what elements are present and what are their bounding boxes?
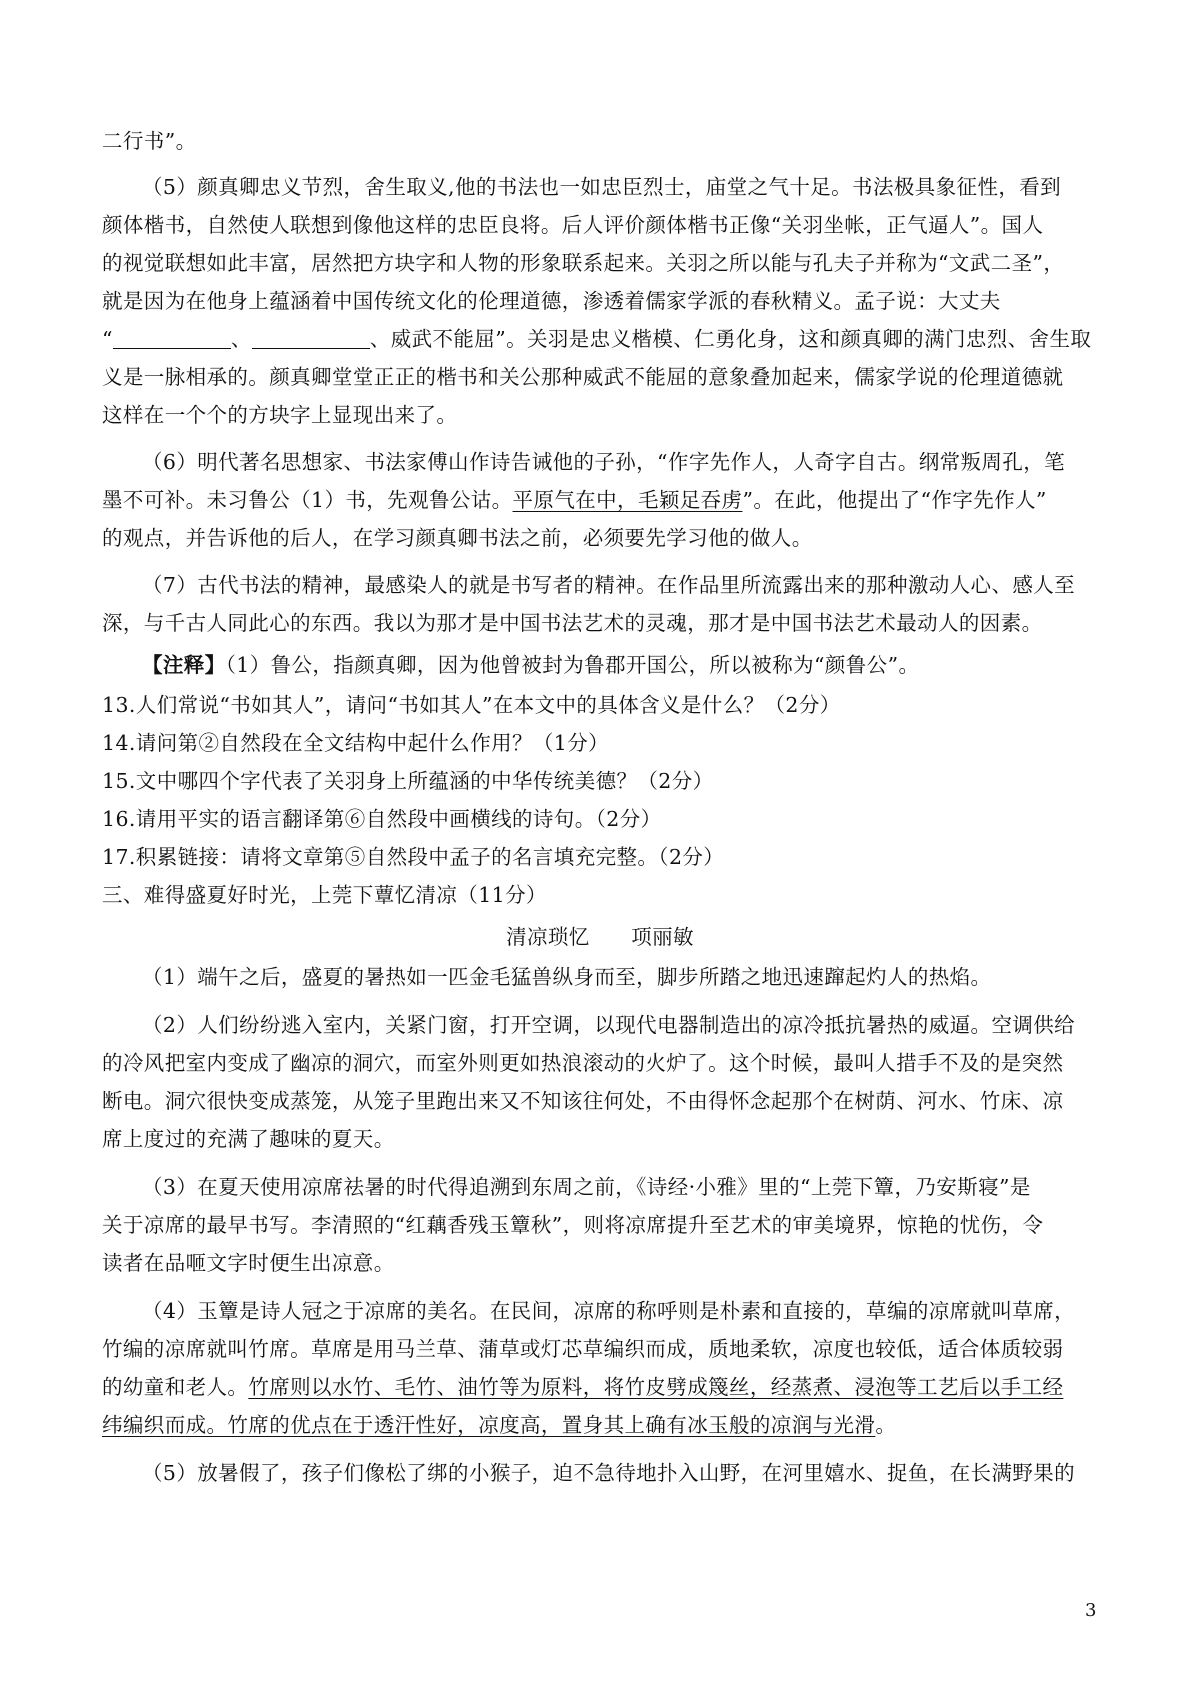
paragraph-line: 关于凉席的最早书写。李清照的“红藕香残玉簟秋”，则将凉席提升至艺术的审美境界，惊艳的忧伤，令: [102, 1213, 1044, 1237]
footnote: 【注释】（1）鲁公，指颜真卿，因为他曾被封为鲁郡开国公，所以被称为“颜鲁公”。: [142, 653, 920, 677]
paragraph-line: （3）在夏天使用凉席祛暑的时代得追溯到东周之前，《诗经·小雅》里的“上莞下簟，乃安斯寝”是: [142, 1175, 1031, 1199]
paragraph-line: （1）端午之后，盛夏的暑热如一匹金毛猛兽纵身而至，脚步所踏之地迅速蹿起灼人的热焰。: [142, 965, 992, 989]
paragraph-line: （5）放暑假了，孩子们像松了绑的小猴子，迫不急待地扑入山野，在河里嬉水、捉鱼，在长满野果的: [142, 1461, 1076, 1485]
paragraph-line: 深，与千古人同此心的东西。我以为那才是中国书法艺术的灵魂，那才是中国书法艺术最动人的因素。: [102, 611, 1043, 635]
paragraph-line: 二行书”。: [102, 129, 197, 153]
paragraph-line: （4）玉簟是诗人冠之于凉席的美名。在民间，凉席的称呼则是朴素和直接的，草编的凉席就叫草席，: [142, 1299, 1076, 1323]
paragraph-line: （7）古代书法的精神，最感染人的就是书写者的精神。在作品里所流露出来的那种激动人心、感人至: [142, 573, 1076, 597]
footnote-label: 【注释】: [142, 653, 226, 677]
underlined-sentence: 纬编织而成。竹席的优点在于透汗性好，凉度高，置身其上确有冰玉般的凉润与光滑: [102, 1413, 876, 1437]
question-16: 16.请用平实的语言翻译第⑥自然段中画横线的诗句。（2分）: [102, 807, 662, 831]
page-number: 3: [1085, 1600, 1097, 1621]
paragraph-line: 这样在一个个的方块字上显现出来了。: [102, 403, 458, 427]
section-heading: 三、难得盛夏好时光，上莞下蕈忆清凉（11分）: [102, 883, 547, 907]
paragraph-line: 读者在品咂文字时便生出凉意。: [102, 1251, 395, 1275]
fill-in-line: “ 、 、威武不能屈”。关羽是忠义楷模、仁勇化身，这和颜真卿的满门忠烈、舍生取: [102, 327, 1092, 351]
underlined-verse: 平原气在中，毛颖足吞虏: [512, 488, 743, 512]
paragraph-line: 的冷风把室内变成了幽凉的洞穴，而室外则更如热浪滚动的火炉了。这个时候，最叫人措手不及的是突然: [102, 1051, 1064, 1075]
question-14: 14.请问第②自然段在全文结构中起什么作用？（1分）: [102, 731, 610, 755]
essay-author: 项丽敏: [631, 925, 694, 949]
answer-blank-2[interactable]: [252, 328, 370, 349]
paragraph-line: 的视觉联想如此丰富，居然把方块字和人物的形象联系起来。关羽之所以能与孔夫子并称为“文武二圣”，: [102, 251, 1065, 275]
paragraph-line: （6）明代著名思想家、书法家傅山作诗告诫他的子孙，“作字先作人，人奇字自古。纲常叛周孔，笔: [142, 450, 1066, 474]
answer-blank-1[interactable]: [113, 328, 231, 349]
paragraph-line: （2）人们纷纷逃入室内，关紧门窗，打开空调，以现代电器制造出的凉冷抵抗暑热的威逼。空调供给: [142, 1013, 1076, 1037]
paragraph-line: 义是一脉相承的。颜真卿堂堂正正的楷书和关公那种威武不能屈的意象叠加起来，儒家学说的伦理道德就: [102, 365, 1064, 389]
paragraph-line: 的观点，并告诉他的后人，在学习颜真卿书法之前，必须要先学习他的做人。: [102, 526, 813, 550]
question-17: 17.积累链接：请将文章第⑤自然段中孟子的名言填充完整。（2分）: [102, 845, 725, 869]
paragraph-line: 就是因为在他身上蕴涵着中国传统文化的伦理道德，渗透着儒家学派的春秋精义。孟子说：大丈夫: [102, 289, 1001, 313]
paragraph-line: 纬编织而成。竹席的优点在于透汗性好，凉度高，置身其上确有冰玉般的凉润与光滑。: [102, 1413, 897, 1437]
paragraph-line: 竹编的凉席就叫竹席。草席是用马兰草、蒲草或灯芯草编织而成，质地柔软，凉度也较低，适合体质较弱: [102, 1337, 1064, 1361]
paragraph-line: （5）颜真卿忠义节烈，舍生取义,他的书法也一如忠臣烈士，庙堂之气十足。书法极具象征性，看到: [142, 175, 1062, 199]
underlined-sentence: 竹席则以水竹、毛竹、油竹等为原料，将竹皮劈成篾丝，经蒸煮、浸泡等工艺后以手工经: [248, 1375, 1064, 1399]
paragraph-line: 断电。洞穴很快变成蒸笼，从笼子里跑出来又不知该往何处，不由得怀念起那个在树荫、河水、竹床、凉: [102, 1089, 1064, 1113]
paragraph-line: 颜体楷书，自然使人联想到像他这样的忠臣良将。后人评价颜体楷书正像“关羽坐帐，正气逼人”。国人: [102, 213, 1044, 237]
question-15: 15.文中哪四个字代表了关羽身上所蕴涵的中华传统美德？（2分）: [102, 769, 714, 793]
essay-title: 清凉琐忆 项丽敏: [506, 925, 694, 949]
paragraph-line: 墨不可补。未习鲁公（1）书，先观鲁公诂。平原气在中，毛颖足吞虏”。在此，他提出了“作字先作人”: [102, 488, 1047, 512]
paragraph-line: 席上度过的充满了趣味的夏天。: [102, 1127, 395, 1151]
question-13: 13.人们常说“书如其人”，请问“书如其人”在本文中的具体含义是什么？（2分）: [102, 693, 841, 717]
paragraph-line: 的幼童和老人。竹席则以水竹、毛竹、油竹等为原料，将竹皮劈成篾丝，经蒸煮、浸泡等工艺后以手工经: [102, 1375, 1064, 1399]
